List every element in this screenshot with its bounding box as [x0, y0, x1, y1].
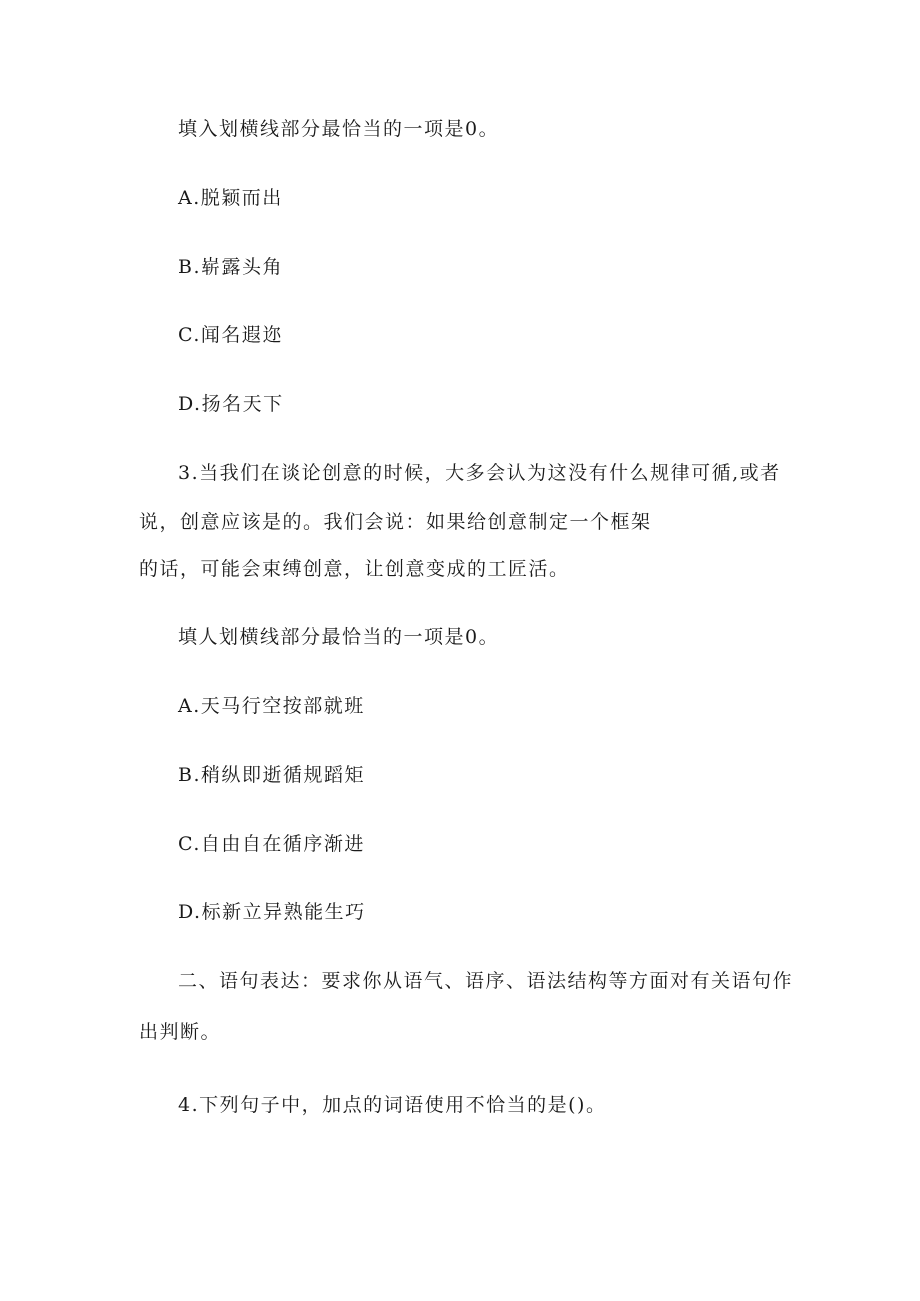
q2-prompt: 填入划横线部分最恰当的一项是0。: [178, 118, 500, 140]
q4-stem: 4.下列句子中，加点的词语使用不恰当的是()。: [178, 1094, 607, 1116]
q3-option-a: A.天马行空按部就班: [178, 695, 365, 717]
q3-option-c: C.自由自在循序渐进: [178, 833, 365, 855]
q2-option-c: C.闻名遐迩: [178, 324, 283, 346]
q2-option-d: D.扬名天下: [178, 393, 284, 415]
q3-option-d: D.标新立异熟能生巧: [178, 901, 366, 923]
q3-stem-line-3: 的话，可能会束缚创意，让创意变成的工匠活。: [139, 558, 570, 580]
q3-stem-line-1: 3.当我们在谈论创意的时候，大多会认为这没有什么规律可循,或者: [178, 462, 781, 484]
section-2-heading-line-2: 出判断。: [139, 1021, 222, 1043]
q2-option-a: A.脱颖而出: [178, 187, 283, 209]
section-2-heading-line-1: 二、语句表达：要求你从语气、语序、语法结构等方面对有关语句作: [178, 970, 794, 992]
q3-option-b: B.稍纵即逝循规蹈矩: [178, 764, 366, 786]
q2-option-b: B.崭露头角: [178, 256, 284, 278]
q3-stem-line-2: 说，创意应该是的。我们会说：如果给创意制定一个框架: [139, 511, 652, 533]
q3-prompt: 填人划横线部分最恰当的一项是0。: [178, 626, 500, 648]
